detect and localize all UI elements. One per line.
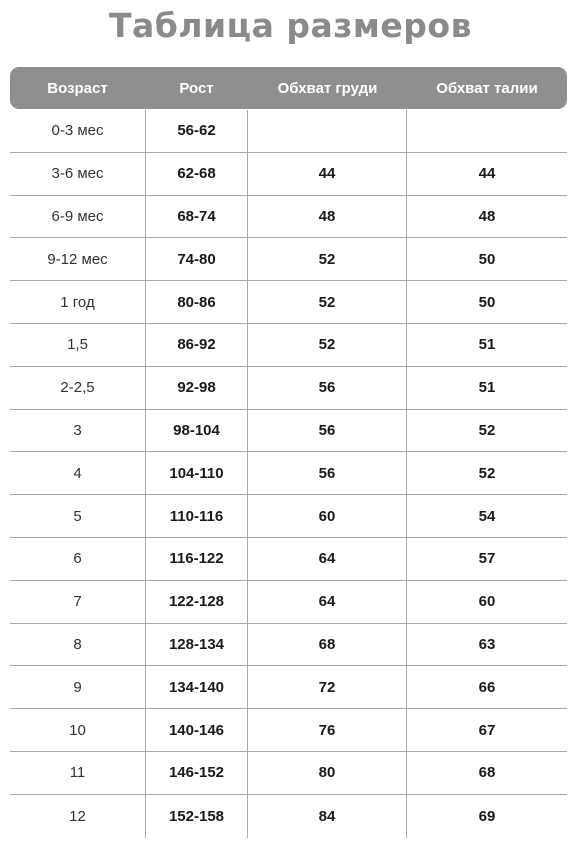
chest-cell: 52 bbox=[248, 324, 407, 366]
table-row bbox=[10, 581, 567, 624]
table-row bbox=[10, 367, 567, 410]
chest-cell: 56 bbox=[248, 410, 407, 452]
chest-cell: 56 bbox=[248, 452, 407, 494]
header-age: Возраст bbox=[47, 79, 108, 97]
header-chest: Обхват груди bbox=[277, 79, 378, 97]
chest-cell: 60 bbox=[248, 495, 407, 537]
height-cell: 56-62 bbox=[145, 110, 248, 152]
waist-cell: 54 bbox=[478, 507, 496, 525]
height-cell: 140-146 bbox=[145, 709, 248, 751]
waist-cell: 68 bbox=[478, 764, 496, 782]
height-cell: 104-110 bbox=[145, 452, 248, 494]
height-cell: 74-80 bbox=[145, 238, 248, 280]
age-cell: 11 bbox=[69, 764, 86, 782]
table-row bbox=[10, 624, 567, 667]
waist-cell: 51 bbox=[478, 379, 496, 397]
waist-cell: 60 bbox=[478, 593, 496, 611]
age-cell: 0-3 мес bbox=[51, 122, 104, 140]
height-cell: 62-68 bbox=[145, 153, 248, 195]
age-cell: 1,5 bbox=[67, 336, 88, 354]
height-cell: 86-92 bbox=[145, 324, 248, 366]
table-row bbox=[10, 153, 567, 196]
chest-cell: 44 bbox=[248, 153, 407, 195]
height-cell: 68-74 bbox=[145, 196, 248, 238]
table-row bbox=[10, 196, 567, 239]
waist-cell: 50 bbox=[478, 293, 496, 311]
waist-cell: 69 bbox=[478, 807, 496, 825]
waist-cell bbox=[407, 110, 567, 152]
table-row bbox=[10, 666, 567, 709]
height-cell: 92-98 bbox=[145, 367, 248, 409]
age-cell: 7 bbox=[73, 593, 82, 611]
size-table bbox=[10, 67, 567, 838]
age-cell: 1 год bbox=[60, 293, 95, 311]
waist-cell: 50 bbox=[478, 250, 496, 268]
waist-cell: 57 bbox=[478, 550, 496, 568]
height-cell: 134-140 bbox=[145, 666, 248, 708]
table-row bbox=[10, 795, 567, 838]
waist-cell: 66 bbox=[478, 678, 496, 696]
table-row bbox=[10, 281, 567, 324]
chest-cell: 84 bbox=[248, 795, 407, 838]
table-row bbox=[10, 110, 567, 153]
table-row bbox=[10, 238, 567, 281]
height-cell: 146-152 bbox=[145, 752, 248, 794]
table-body bbox=[10, 110, 567, 838]
waist-cell: 51 bbox=[478, 336, 496, 354]
height-cell: 152-158 bbox=[145, 795, 248, 838]
height-cell: 128-134 bbox=[145, 624, 248, 666]
age-cell: 12 bbox=[69, 807, 86, 825]
chest-cell: 48 bbox=[248, 196, 407, 238]
age-cell: 8 bbox=[73, 635, 82, 653]
age-cell: 4 bbox=[73, 464, 82, 482]
chest-cell bbox=[248, 110, 407, 152]
header-height: Рост bbox=[179, 79, 214, 97]
table-row bbox=[10, 538, 567, 581]
chest-cell: 72 bbox=[248, 666, 407, 708]
height-cell: 122-128 bbox=[145, 581, 248, 623]
age-cell: 6-9 мес bbox=[51, 207, 104, 225]
height-cell: 110-116 bbox=[145, 495, 248, 537]
chest-cell: 68 bbox=[248, 624, 407, 666]
waist-cell: 63 bbox=[478, 635, 496, 653]
age-cell: 10 bbox=[69, 721, 86, 739]
height-cell: 98-104 bbox=[145, 410, 248, 452]
age-cell: 6 bbox=[73, 550, 82, 568]
height-cell: 116-122 bbox=[145, 538, 248, 580]
age-cell: 9 bbox=[73, 678, 82, 696]
chest-cell: 56 bbox=[248, 367, 407, 409]
chest-cell: 52 bbox=[248, 238, 407, 280]
waist-cell: 67 bbox=[478, 721, 496, 739]
age-cell: 9-12 мес bbox=[47, 250, 108, 268]
waist-cell: 44 bbox=[478, 165, 496, 183]
chest-cell: 76 bbox=[248, 709, 407, 751]
age-cell: 2-2,5 bbox=[60, 379, 95, 397]
header-waist: Обхват талии bbox=[436, 79, 538, 97]
table-row bbox=[10, 452, 567, 495]
waist-cell: 52 bbox=[478, 464, 496, 482]
chest-cell: 80 bbox=[248, 752, 407, 794]
table-row bbox=[10, 752, 567, 795]
page-title: Таблица размеров bbox=[109, 6, 472, 45]
chest-cell: 64 bbox=[248, 538, 407, 580]
chest-cell: 64 bbox=[248, 581, 407, 623]
age-cell: 3 bbox=[73, 421, 82, 439]
table-row bbox=[10, 324, 567, 367]
chest-cell: 52 bbox=[248, 281, 407, 323]
height-cell: 80-86 bbox=[145, 281, 248, 323]
table-row bbox=[10, 410, 567, 453]
table-header bbox=[10, 67, 567, 109]
age-cell: 3-6 мес bbox=[51, 165, 104, 183]
waist-cell: 48 bbox=[478, 207, 496, 225]
age-cell: 5 bbox=[73, 507, 82, 525]
table-row bbox=[10, 709, 567, 752]
table-row bbox=[10, 495, 567, 538]
waist-cell: 52 bbox=[478, 421, 496, 439]
